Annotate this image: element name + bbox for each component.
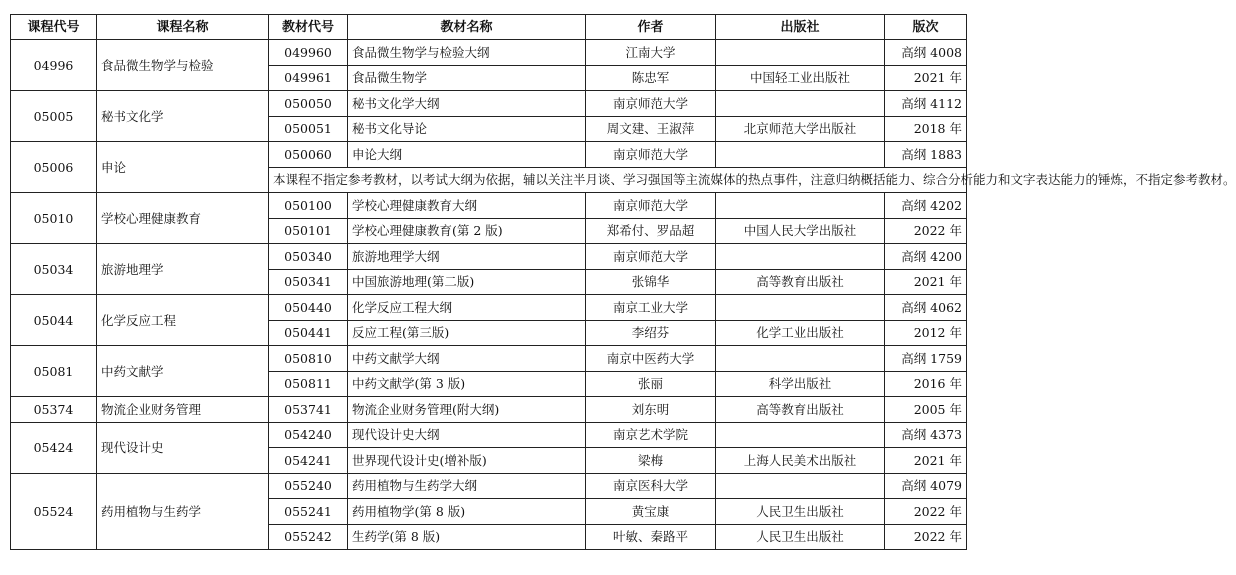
author-cell: 南京医科大学: [586, 473, 716, 499]
author-cell: 南京师范大学: [586, 244, 716, 270]
edition-cell: 2021 年: [885, 269, 967, 295]
course-code-cell: 05005: [11, 91, 97, 142]
author-cell: 南京师范大学: [586, 91, 716, 117]
book-code-cell: 050051: [269, 116, 348, 142]
publisher-cell: 人民卫生出版社: [716, 499, 885, 525]
book-title-cell: 反应工程(第三版): [348, 320, 586, 346]
course-name-cell: 化学反应工程: [97, 295, 269, 346]
book-code-cell: 050050: [269, 91, 348, 117]
publisher-cell: [716, 193, 885, 219]
book-title-cell: 学校心理健康教育(第 2 版): [348, 218, 586, 244]
publisher-cell: 高等教育出版社: [716, 269, 885, 295]
publisher-cell: [716, 40, 885, 66]
header-author: 作者: [586, 15, 716, 40]
book-title-cell: 旅游地理学大纲: [348, 244, 586, 270]
header-edition: 版次: [885, 15, 967, 40]
table-row: [11, 40, 967, 66]
book-code-cell: 049961: [269, 65, 348, 91]
course-name-cell: 秘书文化学: [97, 91, 269, 142]
book-code-cell: 050060: [269, 142, 348, 168]
book-code-cell: 055240: [269, 473, 348, 499]
edition-cell: 高纲 4112: [885, 91, 967, 117]
book-code-cell: 049960: [269, 40, 348, 66]
book-title-cell: 中国旅游地理(第二版): [348, 269, 586, 295]
publisher-cell: 中国轻工业出版社: [716, 65, 885, 91]
edition-cell: 高纲 1883: [885, 142, 967, 168]
header-book-code: 教材代号: [269, 15, 348, 40]
book-code-cell: 053741: [269, 397, 348, 423]
author-cell: 周文建、王淑萍: [586, 116, 716, 142]
course-code-cell: 05424: [11, 422, 97, 473]
course-code-cell: 04996: [11, 40, 97, 91]
header-course-code: 课程代号: [11, 15, 97, 40]
header-book-title: 教材名称: [348, 15, 586, 40]
edition-cell: 2018 年: [885, 116, 967, 142]
edition-cell: 高纲 4079: [885, 473, 967, 499]
edition-cell: 高纲 1759: [885, 346, 967, 372]
edition-cell: 2022 年: [885, 218, 967, 244]
book-title-cell: 生药学(第 8 版): [348, 524, 586, 550]
course-name-cell: 中药文献学: [97, 346, 269, 397]
author-cell: 江南大学: [586, 40, 716, 66]
course-code-cell: 05044: [11, 295, 97, 346]
course-name-cell: 现代设计史: [97, 422, 269, 473]
edition-cell: 2016 年: [885, 371, 967, 397]
author-cell: 郑希付、罗品超: [586, 218, 716, 244]
edition-cell: 2022 年: [885, 499, 967, 525]
publisher-cell: [716, 346, 885, 372]
publisher-cell: [716, 244, 885, 270]
course-name-cell: 药用植物与生药学: [97, 473, 269, 550]
book-code-cell: 055241: [269, 499, 348, 525]
edition-cell: 高纲 4202: [885, 193, 967, 219]
table-header: [11, 15, 967, 40]
author-cell: 黄宝康: [586, 499, 716, 525]
publisher-cell: 化学工业出版社: [716, 320, 885, 346]
table-row: [11, 142, 967, 168]
course-code-cell: 05374: [11, 397, 97, 423]
course-name-cell: 学校心理健康教育: [97, 193, 269, 244]
course-code-cell: 05081: [11, 346, 97, 397]
table-row: [11, 397, 967, 423]
author-cell: 南京工业大学: [586, 295, 716, 321]
author-cell: 叶敏、秦路平: [586, 524, 716, 550]
header-publisher: 出版社: [716, 15, 885, 40]
publisher-cell: [716, 295, 885, 321]
author-cell: 南京师范大学: [586, 193, 716, 219]
book-title-cell: 中药文献学(第 3 版): [348, 371, 586, 397]
book-title-cell: 秘书文化学大纲: [348, 91, 586, 117]
author-cell: 南京中医药大学: [586, 346, 716, 372]
book-code-cell: 050101: [269, 218, 348, 244]
course-name-cell: 申论: [97, 142, 269, 193]
header-row: [11, 15, 967, 40]
book-title-cell: 物流企业财务管理(附大纲): [348, 397, 586, 423]
course-code-cell: 05524: [11, 473, 97, 550]
book-code-cell: 050810: [269, 346, 348, 372]
table-row: [11, 193, 967, 219]
book-title-cell: 世界现代设计史(增补版): [348, 448, 586, 474]
book-title-cell: 秘书文化导论: [348, 116, 586, 142]
edition-cell: 2022 年: [885, 524, 967, 550]
publisher-cell: [716, 473, 885, 499]
book-title-cell: 学校心理健康教育大纲: [348, 193, 586, 219]
edition-cell: 2012 年: [885, 320, 967, 346]
book-code-cell: 055242: [269, 524, 348, 550]
course-name-cell: 食品微生物学与检验: [97, 40, 269, 91]
book-code-cell: 050440: [269, 295, 348, 321]
table-body: [11, 40, 1236, 550]
book-code-cell: 050811: [269, 371, 348, 397]
author-cell: 南京艺术学院: [586, 422, 716, 448]
table-row: [11, 346, 967, 372]
table-row: [11, 295, 967, 321]
course-name-cell: 旅游地理学: [97, 244, 269, 295]
edition-cell: 2021 年: [885, 448, 967, 474]
author-cell: 张丽: [586, 371, 716, 397]
publisher-cell: 人民卫生出版社: [716, 524, 885, 550]
course-code-cell: 05010: [11, 193, 97, 244]
edition-cell: 高纲 4373: [885, 422, 967, 448]
book-title-cell: 药用植物学(第 8 版): [348, 499, 586, 525]
publisher-cell: 上海人民美术出版社: [716, 448, 885, 474]
edition-cell: 高纲 4008: [885, 40, 967, 66]
author-cell: 梁梅: [586, 448, 716, 474]
book-code-cell: 050341: [269, 269, 348, 295]
table-row: [11, 91, 967, 117]
course-textbook-table: [10, 14, 1236, 550]
edition-cell: 2021 年: [885, 65, 967, 91]
publisher-cell: [716, 142, 885, 168]
book-code-cell: 054240: [269, 422, 348, 448]
publisher-cell: [716, 91, 885, 117]
table-row: [11, 422, 967, 448]
author-cell: 李绍芬: [586, 320, 716, 346]
author-cell: 陈忠军: [586, 65, 716, 91]
course-name-cell: 物流企业财务管理: [97, 397, 269, 423]
header-course-name: 课程名称: [97, 15, 269, 40]
publisher-cell: 高等教育出版社: [716, 397, 885, 423]
author-cell: 刘东明: [586, 397, 716, 423]
publisher-cell: 北京师范大学出版社: [716, 116, 885, 142]
edition-cell: 高纲 4200: [885, 244, 967, 270]
book-code-cell: 050441: [269, 320, 348, 346]
book-title-cell: 现代设计史大纲: [348, 422, 586, 448]
book-code-cell: 054241: [269, 448, 348, 474]
edition-cell: 高纲 4062: [885, 295, 967, 321]
book-title-cell: 食品微生物学与检验大纲: [348, 40, 586, 66]
publisher-cell: [716, 422, 885, 448]
edition-cell: 2005 年: [885, 397, 967, 423]
book-code-cell: 050340: [269, 244, 348, 270]
author-cell: 张锦华: [586, 269, 716, 295]
book-title-cell: 药用植物与生药学大纲: [348, 473, 586, 499]
book-title-cell: 申论大纲: [348, 142, 586, 168]
course-code-cell: 05034: [11, 244, 97, 295]
table-row: [11, 473, 967, 499]
book-title-cell: 食品微生物学: [348, 65, 586, 91]
course-code-cell: 05006: [11, 142, 97, 193]
course-note-cell: 本课程不指定参考教材，以考试大纲为依据，辅以关注半月谈、学习强国等主流媒体的热点事件，注意归纳概括能力、综合分析能力和文字表达能力的锤炼，不指定参考教材。: [269, 167, 967, 193]
author-cell: 南京师范大学: [586, 142, 716, 168]
book-code-cell: 050100: [269, 193, 348, 219]
book-title-cell: 中药文献学大纲: [348, 346, 586, 372]
publisher-cell: 科学出版社: [716, 371, 885, 397]
publisher-cell: 中国人民大学出版社: [716, 218, 885, 244]
book-title-cell: 化学反应工程大纲: [348, 295, 586, 321]
table-row: [11, 244, 967, 270]
